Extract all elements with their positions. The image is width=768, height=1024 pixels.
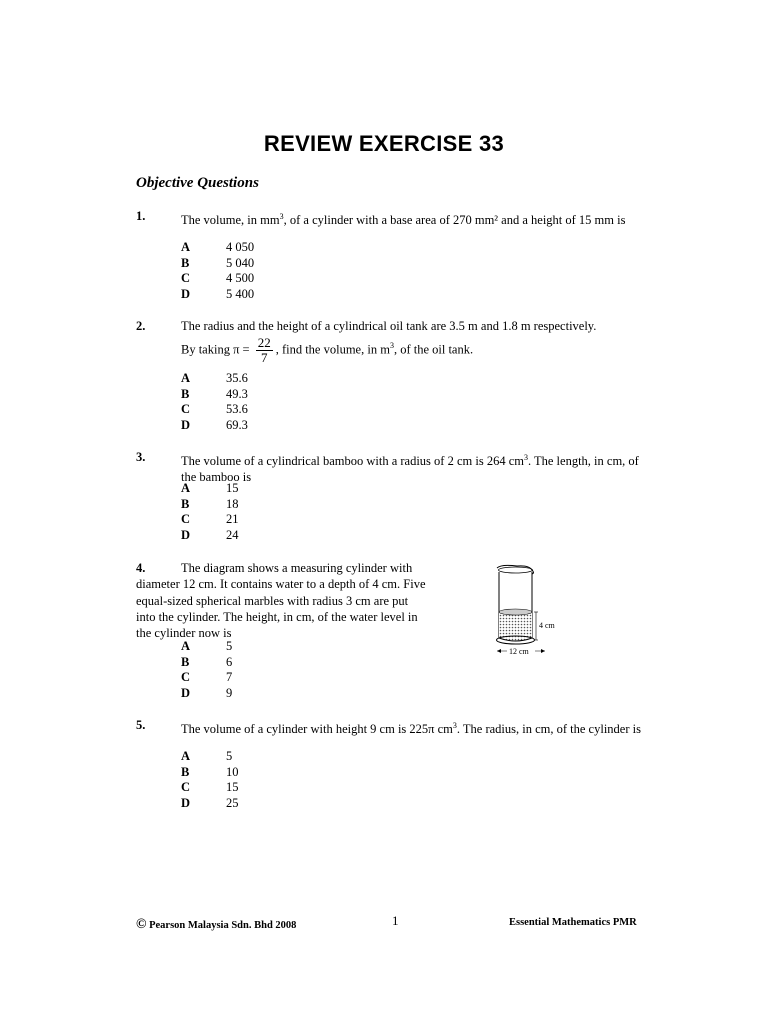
footer-publisher: © Pearson Malaysia Sdn. Bhd 2008 — [136, 917, 297, 932]
page-number: 1 — [392, 913, 399, 928]
footer-book-title: Essential Mathematics PMR — [509, 917, 637, 928]
option-d: D 25 — [181, 795, 239, 810]
page-title: REVIEW EXERCISE 33 — [263, 131, 505, 156]
question-text: The volume of a cylinder with height 9 cm is 225π $cm^3$. The radius, in cm, of the cylinder is — [181, 721, 641, 737]
copyright-icon: © — [136, 917, 147, 932]
option-a: A 35.6 — [181, 371, 248, 385]
option-b: B 49.3 — [181, 386, 248, 401]
diameter-label: 12 cm — [509, 647, 529, 656]
option-a: A 15 — [181, 481, 239, 495]
option-c: C 21 — [181, 512, 239, 527]
option-a: A 5 — [181, 749, 233, 763]
section-heading: Objective Questions — [136, 175, 259, 191]
options-list — [181, 481, 239, 543]
option-c: C 53.6 — [181, 402, 248, 417]
question-number: 4. — [136, 561, 146, 575]
question-text-line2: By taking π = $\frac{22}{7}$ , find the volume, in $m^3$, of the oil tank. — [181, 335, 474, 365]
option-b: B 6 — [181, 654, 233, 669]
option-d: D 24 — [181, 527, 239, 542]
option-d: D 5 400 — [181, 286, 255, 301]
option-c: C 4 500 — [181, 271, 255, 286]
question-number: 5. — [136, 718, 146, 732]
question-number: 1. — [136, 209, 146, 223]
question-text: 4. The diagram shows a measuring cylinder with diameter 12 cm. It contains water to a depth of 4 cm. Five equal-sized spherical marbles with radius 3 cm are put into the cylinder. The height, in cm, of the water level in the cylinder now is — [136, 561, 426, 641]
question-text: The volume, in $mm^3$, of a cylinder with a base area of 270 mm² and a height of 15 mm is — [181, 212, 626, 228]
options-list — [181, 240, 254, 302]
option-b: B 5 040 — [181, 255, 255, 270]
option-c: C 15 — [181, 780, 239, 795]
option-a: A 5 — [181, 639, 233, 653]
question-text: The volume of a cylindrical bamboo with a radius of 2 cm is 264 $cm^3$. The length, in cm, of the bamboo is — [181, 453, 639, 484]
option-d: D 69.3 — [181, 417, 248, 432]
depth-label: 4 cm — [539, 621, 555, 630]
fraction-22-7: $\frac{22}{7}$ — [257, 335, 271, 365]
question-number: 2. — [136, 319, 146, 333]
question-number: 3. — [136, 450, 146, 464]
option-b: B 18 — [181, 496, 239, 511]
option-c: C 7 — [181, 670, 233, 685]
options-list — [181, 371, 248, 433]
options-list — [181, 749, 239, 811]
option-b: B 10 — [181, 764, 239, 779]
measuring-cylinder-diagram — [487, 560, 567, 660]
option-a: A 4 050 — [181, 240, 255, 254]
question-text-line1: The radius and the height of a cylindrical oil tank are 3.5 m and 1.8 m respectively. — [181, 319, 597, 333]
option-d: D 9 — [181, 685, 233, 700]
options-list — [181, 639, 232, 701]
